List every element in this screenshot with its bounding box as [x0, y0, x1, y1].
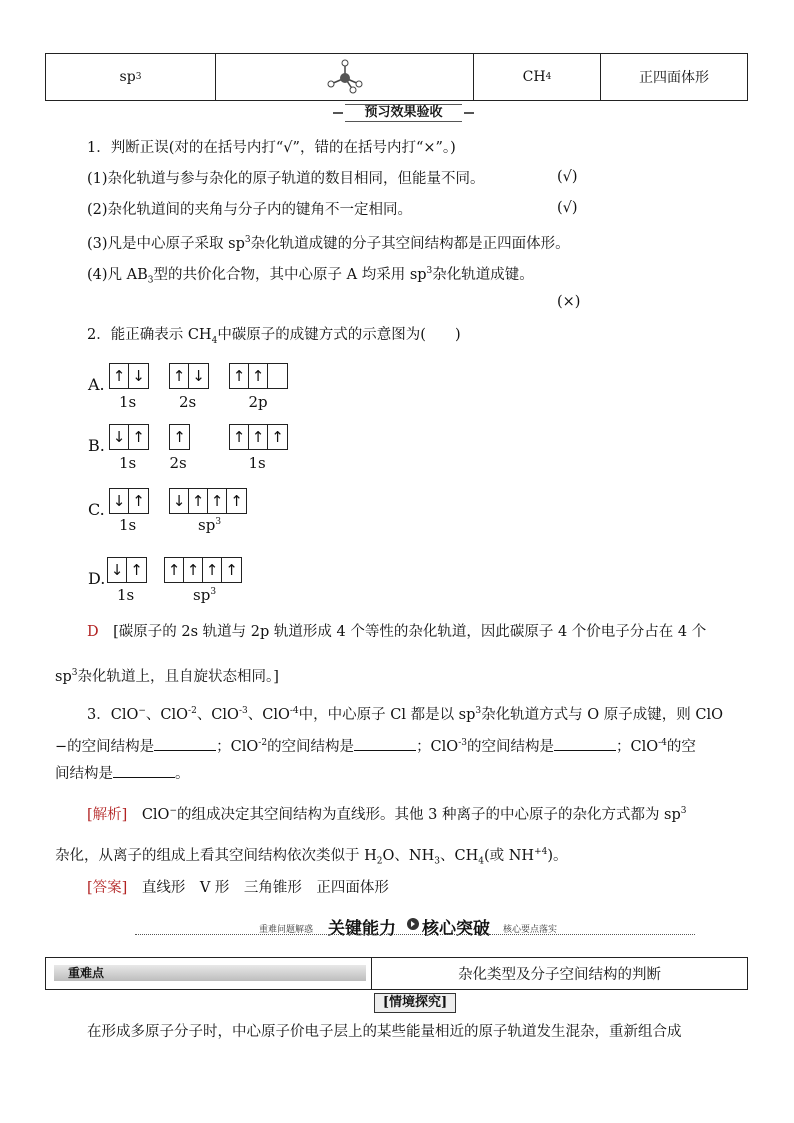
shape-cell	[601, 54, 747, 100]
q3-an-e: 、CH	[439, 847, 479, 864]
orbital-box: ↑	[132, 492, 145, 510]
q3-an-sub2: 3	[434, 856, 440, 867]
orbital-label: 1s	[119, 393, 137, 411]
q3-l3-b: 。	[175, 766, 190, 782]
q1-item-1-mark: (√)	[557, 169, 578, 185]
q3-an-sub3: 4	[478, 856, 484, 867]
orbital-box: ↓	[110, 425, 129, 449]
orbital-box-group	[229, 363, 288, 389]
q3-an-b: 的组成决定其空间结构为直线形。其他 3 种离子的中心原子的杂化方式都为 sp	[177, 806, 681, 823]
q1-item-4-c: 杂化轨道成键。	[432, 266, 534, 283]
molecule-formula-cell	[474, 54, 601, 100]
q1-item-4	[87, 261, 534, 291]
q3-answer-line	[87, 878, 389, 898]
orbital-label: 1s	[248, 454, 266, 472]
q1-stem: 1．判断正误(对的在括号内打“√”，错的在括号内打“×”。)	[87, 140, 456, 156]
q3-answer-tag: [答案]	[87, 880, 128, 896]
q1-item-4-sup: 3	[426, 266, 433, 276]
orbital-label: 2s	[179, 393, 197, 411]
orbital-label: 2p	[248, 393, 268, 411]
banner-title-b: 核心突破	[422, 919, 490, 939]
orbital-label-sup: 3	[215, 517, 222, 527]
orbital-box-group	[169, 488, 247, 514]
q3-analysis-line1	[87, 801, 687, 825]
situation-text: 在形成多原子分子时，中心原子价电子层上的某些能量相近的原子轨道发生混杂，重新组合成	[87, 1024, 682, 1040]
orbital-label: 1s	[119, 454, 137, 472]
orbital-box: ↑	[170, 364, 189, 388]
orbital-box-group	[169, 424, 190, 450]
q1-item-3	[87, 230, 570, 254]
q3-an-g: )。	[547, 847, 568, 864]
orbital-box: ↓	[108, 558, 127, 582]
orbital-box-group	[107, 557, 147, 583]
orbital-label: 1s	[119, 516, 137, 534]
orbital-box: ↑	[132, 428, 145, 446]
q3-l2-d: ；ClO	[416, 738, 459, 755]
q3-l1-sup2: -2	[188, 706, 197, 716]
orbital-label: 2s	[169, 454, 187, 472]
q3-l2-f: ；ClO	[615, 738, 659, 755]
orbital-box-group	[109, 488, 149, 514]
molecule-formula-sub: 4	[545, 72, 552, 82]
q3-blank-4[interactable]	[113, 765, 175, 778]
orbital-box: ↓	[110, 489, 129, 513]
q3-l1-c: 、ClO	[196, 706, 239, 723]
q3-l2-sup4: -4	[658, 738, 667, 748]
q3-an-sup2: 3	[680, 806, 687, 816]
orbital-box	[268, 364, 287, 388]
hybrid-type-cell	[46, 54, 216, 100]
q3-analysis-tag: [解析]	[87, 806, 128, 823]
orbital-box-group	[164, 557, 242, 583]
q3-l2-c: 的空间结构是	[267, 738, 355, 755]
q1-item-3-sup: 3	[244, 235, 251, 245]
q3-l1-sup5: 3	[475, 706, 482, 716]
q2-explanation-line1	[87, 622, 706, 642]
orbital-label: $sp^3$	[193, 586, 217, 604]
orbital-box: ↑	[230, 425, 249, 449]
q3-l2-sup2: -2	[258, 738, 268, 748]
q3-analysis-line2	[55, 842, 568, 872]
q1-item-4-mark: (×)	[557, 294, 581, 310]
q3-l1-d: 、ClO	[247, 706, 290, 723]
q1-item-3-b: 杂化轨道成键的分子其空间结构都是正四面体形。	[250, 235, 570, 252]
q3-l2-b: ；ClO	[216, 738, 259, 755]
q3-l1-sup3: -3	[238, 706, 248, 716]
q3-blank-3[interactable]	[554, 738, 616, 751]
banner-title-a: 关键能力	[328, 919, 396, 939]
q1-item-4-sub: 3	[147, 275, 154, 286]
q3-blank-1[interactable]	[154, 738, 216, 751]
q1-item-2-mark: (√)	[557, 200, 578, 216]
q3-an-sup1: −	[169, 806, 177, 816]
hybrid-type-text: sp	[119, 69, 136, 85]
q3-l1-b: 、ClO	[145, 706, 189, 723]
q1-item-2: (2)杂化轨道间的夹角与分子内的键角不一定相同。	[87, 202, 413, 218]
q3-an-f: (或 NH	[483, 847, 535, 864]
banner-left-small: 重难问题解惑	[259, 925, 314, 935]
orbital-box: ↑	[225, 561, 238, 579]
q3-an-c: 杂化，从离子的组成上看其空间结构依次类似于 H	[55, 847, 377, 864]
banner-dotted-rule	[135, 934, 695, 935]
q1-item-4-b: 型的共价化合物，其中心原子 A 均采用 sp	[153, 266, 427, 283]
orbital-label-sup: 3	[210, 587, 217, 597]
q2-stem-sub: 4	[211, 335, 218, 346]
q3-answer-text: 直线形 V 形 三角锥形 正四面体形	[141, 880, 389, 896]
q2-option-letter: B.	[88, 436, 105, 455]
molecule-model-cell	[216, 54, 474, 100]
q1-item-1: (1)杂化轨道与参与杂化的原子轨道的数目相同，但能量不同。	[87, 171, 485, 187]
q3-line3	[55, 764, 190, 784]
q2-explanation-line2	[55, 663, 279, 687]
orbital-box: ↑	[249, 425, 268, 449]
difficulty-tag: 重难点	[54, 965, 366, 981]
q2-stem	[87, 325, 461, 351]
orbital-box: ↑	[110, 364, 129, 388]
q3-l2-g: 的空	[666, 738, 696, 755]
orbital-box: ↑	[130, 561, 143, 579]
difficulty-title: 杂化类型及分子空间结构的判断	[458, 967, 661, 983]
q3-an-d: O、NH	[382, 847, 435, 864]
orbital-box: ↓	[192, 367, 205, 385]
orbital-box: ↑	[173, 428, 186, 446]
q2-option-letter: A.	[88, 375, 105, 394]
orbital-box: ↑	[249, 364, 268, 388]
q2-answer-letter: D	[87, 624, 99, 640]
q3-l1-e: 中，中心原子 Cl 都是以 sp	[298, 706, 476, 723]
arrow-circle-icon	[406, 917, 420, 931]
q3-l2-a: −的空间结构是	[55, 738, 155, 755]
q3-blank-2[interactable]	[354, 738, 416, 751]
q2-explain-sp: sp	[55, 668, 72, 685]
q3-line1	[87, 701, 723, 725]
q3-l1-f: 杂化轨道方式与 O 原子成键，则 ClO	[481, 706, 723, 723]
orbital-box-group	[169, 363, 209, 389]
orbital-box: ↑	[184, 558, 203, 582]
q3-line2	[55, 733, 696, 757]
orbital-box: ↑	[165, 558, 184, 582]
q2-option-letter: C.	[88, 500, 105, 519]
q1-item-3-a: (3)凡是中心原子采取 sp	[87, 235, 245, 252]
q2-explain-b: 杂化轨道上，且自旋状态相同。]	[77, 668, 279, 685]
q3-an-sup3: +4	[534, 847, 548, 857]
orbital-box: ↑	[203, 558, 222, 582]
orbital-box: ↑	[230, 364, 249, 388]
q1-item-4-a: (4)凡 AB	[87, 266, 148, 283]
q2-explain-a: [碳原子的 2s 轨道与 2p 轨道形成 4 个等性的杂化轨道，因此碳原子 4 个价电子分占在 4 个	[113, 624, 707, 640]
orbital-box: ↑	[208, 489, 227, 513]
shape-text: 正四面体形	[639, 70, 709, 86]
q2-stem-a: 2．能正确表示 CH	[87, 327, 212, 343]
q3-l3-a: 间结构是	[55, 766, 113, 782]
q3-l2-sup3: -3	[458, 738, 467, 748]
q2-option-letter: D.	[88, 569, 106, 588]
orbital-box: ↓	[132, 367, 145, 385]
difficulty-table	[45, 957, 748, 990]
banner-right-small: 核心要点落实	[503, 925, 558, 935]
ball-stick-model-icon	[325, 59, 365, 95]
q3-l2-e: 的空间结构是	[466, 738, 554, 755]
orbital-box: ↑	[189, 489, 208, 513]
orbital-box-group	[229, 424, 288, 450]
orbital-label: 1s	[117, 586, 135, 604]
q3-an-a: ClO	[141, 806, 170, 823]
q3-l1-a: 3．ClO	[87, 706, 139, 723]
orbital-box: ↑	[230, 492, 243, 510]
orbital-box-group	[109, 424, 149, 450]
q3-l1-sup4: -4	[289, 706, 299, 716]
orbital-box-group	[109, 363, 149, 389]
q2-stem-b: 中碳原子的成键方式的示意图为( )	[217, 327, 461, 343]
hybrid-table-row	[45, 53, 748, 101]
orbital-box: ↑	[271, 428, 284, 446]
situation-tag: [情境探究]	[374, 993, 456, 1013]
q2-explain-sup: 3	[71, 668, 78, 678]
key-ability-banner	[135, 914, 695, 938]
molecule-formula: CH	[522, 69, 546, 85]
difficulty-tag-cell	[46, 958, 372, 989]
orbital-label: $sp^3$	[198, 516, 222, 534]
q3-l1-sup1: −	[138, 706, 146, 716]
hybrid-type-sup: 3	[135, 72, 142, 82]
orbital-box: ↓	[170, 489, 189, 513]
preview-banner: 预习效果验收	[345, 104, 462, 122]
q3-an-sub1: 2	[376, 856, 383, 867]
